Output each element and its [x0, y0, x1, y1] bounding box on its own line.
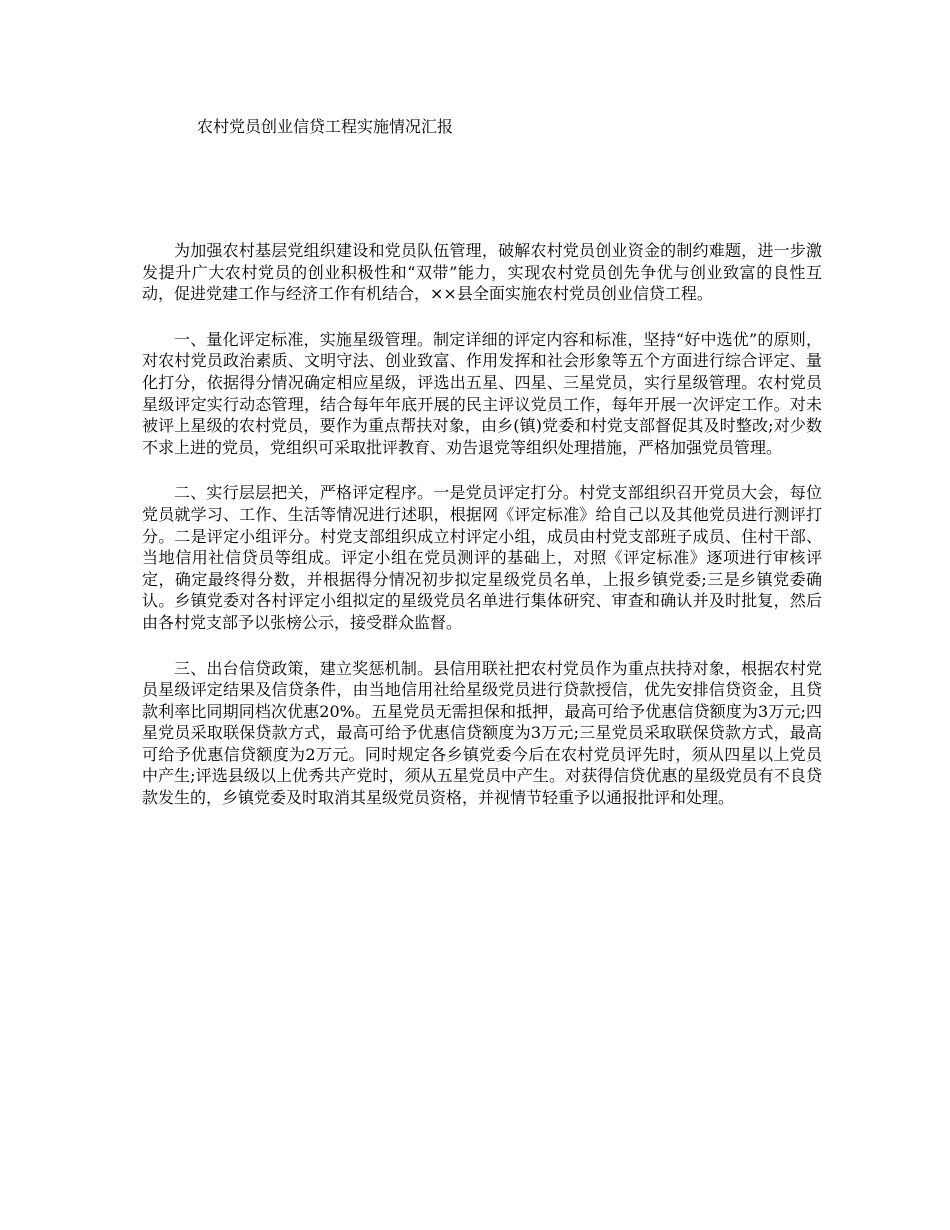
document-title: 农村党员创业信贷工程实施情况汇报 — [197, 117, 454, 136]
section-one-paragraph: 一、量化评定标准，实施星级管理。制定详细的评定内容和标准，坚持“好中选优”的原则，对农村党员政治素质、文明守法、创业致富、作用发挥和社会形象等五个方面进行综合评定、量化打分，依据得分情况确定相应星级，评选出五星、四星、三星党员，实行星级管理。农村党员星级评定实行动态管理，结合每年年底开展的民主评议党员工作，每年开展一次评定工作。对未被评上星级的农村党员，要作为重点帮扶对象，由乡(镇)党委和村党支部督促其及时整改;对少数不求上进的党员，党组织可采取批评教育、劝告退党等组织处理措施，严格加强党员管理。 — [142, 329, 822, 457]
section-two-paragraph: 二、实行层层把关，严格评定程序。一是党员评定打分。村党支部组织召开党员大会，每位党员就学习、工作、生活等情况进行述职，根据网《评定标准》给自己以及其他党员进行测评打分。二是评定小组评分。村党支部组织成立村评定小组，成员由村党支部班子成员、住村干部、当地信用社信贷员等组成。评定小组在党员测评的基础上，对照《评定标准》逐项进行审核评定，确定最终得分数，并根据得分情况初步拟定星级党员名单，上报乡镇党委;三是乡镇党委确认。乡镇党委对各村评定小组拟定的星级党员名单进行集体研究、审查和确认并及时批复，然后由各村党支部予以张榜公示，接受群众监督。 — [142, 483, 822, 632]
intro-paragraph: 为加强农村基层党组织建设和党员队伍管理，破解农村党员创业资金的制约难题，进一步激发提升广大农村党员的创业积极性和“双带”能力，实现农村党员创先争优与创业致富的良性互动，促进党建工作与经济工作有机结合，××县全面实施农村党员创业信贷工程。 — [142, 241, 822, 304]
document-body — [142, 240, 822, 833]
section-three-paragraph: 三、出台信贷政策，建立奖惩机制。县信用联社把农村党员作为重点扶持对象，根据农村党员星级评定结果及信贷条件，由当地信用社给星级党员进行贷款授信，优先安排信贷资金，且贷款利率比同期同档次优惠20%。五星党员无需担保和抵押，最高可给予优惠信贷额度为3万元;四星党员采取联保贷款方式，最高可给予优惠信贷额度为3万元;三星党员采取联保贷款方式，最高可给予优惠信贷额度为2万元。同时规定各乡镇党委今后在农村党员评先时，须从四星以上党员中产生;评选县级以上优秀共产党时，须从五星党员中产生。对获得信贷优惠的星级党员有不良贷款发生的，乡镇党委及时取消其星级党员资格，并视情节轻重予以通报批评和处理。 — [142, 658, 822, 808]
